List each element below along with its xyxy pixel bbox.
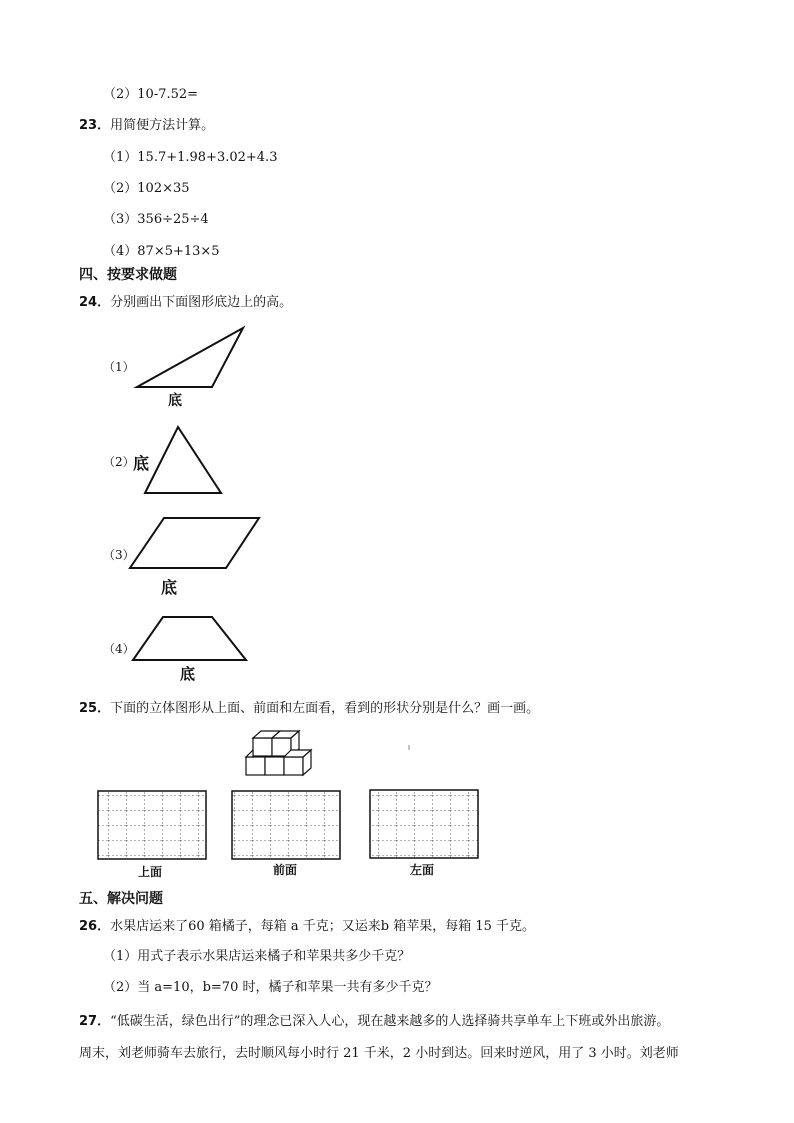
q26-part2: （2）当 a=10，b=70 时，橘子和苹果一共有多少千克？ [103, 980, 438, 995]
question-number: 26． [79, 919, 111, 934]
q23-part2: （2）102×35 [103, 181, 190, 196]
question-26 [79, 915, 535, 934]
grid-front-view [232, 791, 340, 859]
q26-part1: （1）用式子表示水果店运来橘子和苹果共多少千克？ [103, 949, 411, 964]
question-number: 25． [79, 701, 111, 716]
question-number: 27． [79, 1014, 111, 1029]
base-label-2: 底 [133, 454, 150, 473]
grid-label-top: 上面 [138, 865, 163, 879]
base-label-1: 底 [168, 393, 182, 409]
section-title: 四、按要求做题 [79, 267, 177, 283]
grid-label-left: 左面 [410, 863, 435, 877]
q22-part2: （2）10-7.52= [103, 87, 199, 102]
grid-left-view [370, 790, 478, 858]
grid-label-front: 前面 [273, 863, 298, 877]
shape-label-3: （3） [103, 548, 135, 562]
shape-label-4: （4） [103, 642, 135, 656]
grid-top-view [98, 791, 206, 859]
base-label-4: 底 [180, 665, 196, 683]
question-number: 23． [79, 118, 111, 133]
section-title: 五、解决问题 [79, 891, 163, 907]
question-text: 水果店运来了60 箱橘子，每箱 a 千克；又运来b 箱苹果，每箱 15 千克。 [110, 919, 536, 934]
question-number: 24． [79, 295, 111, 310]
question-text: 用简便方法计算。 [110, 118, 215, 133]
question-text-line2: 周末，刘老师骑车去旅行，去时顺风每小时行 21 千米，2 小时到达。回来时逆风，用了 3 小时。刘老师 [79, 1046, 679, 1061]
question-27 [79, 1010, 669, 1029]
shape-label-1: （1） [103, 360, 135, 374]
q23-part4: （4）87×5+13×5 [103, 244, 220, 259]
q23-part3: （3）356÷25÷4 [103, 212, 209, 227]
question-text-line1: “低碳生活，绿色出行”的理念已深入人心，现在越来越多的人选择骑共享单车上下班或外出旅游。 [110, 1014, 670, 1029]
q23-part1: （1）15.7+1.98+3.02+4.3 [103, 150, 278, 165]
question-text: 分别画出下面图形底边上的高。 [110, 295, 293, 310]
shape-label-2: （2） [103, 455, 135, 469]
question-text: 下面的立体图形从上面、前面和左面看，看到的形状分别是什么？画一画。 [110, 701, 540, 716]
base-label-3: 底 [161, 578, 178, 597]
